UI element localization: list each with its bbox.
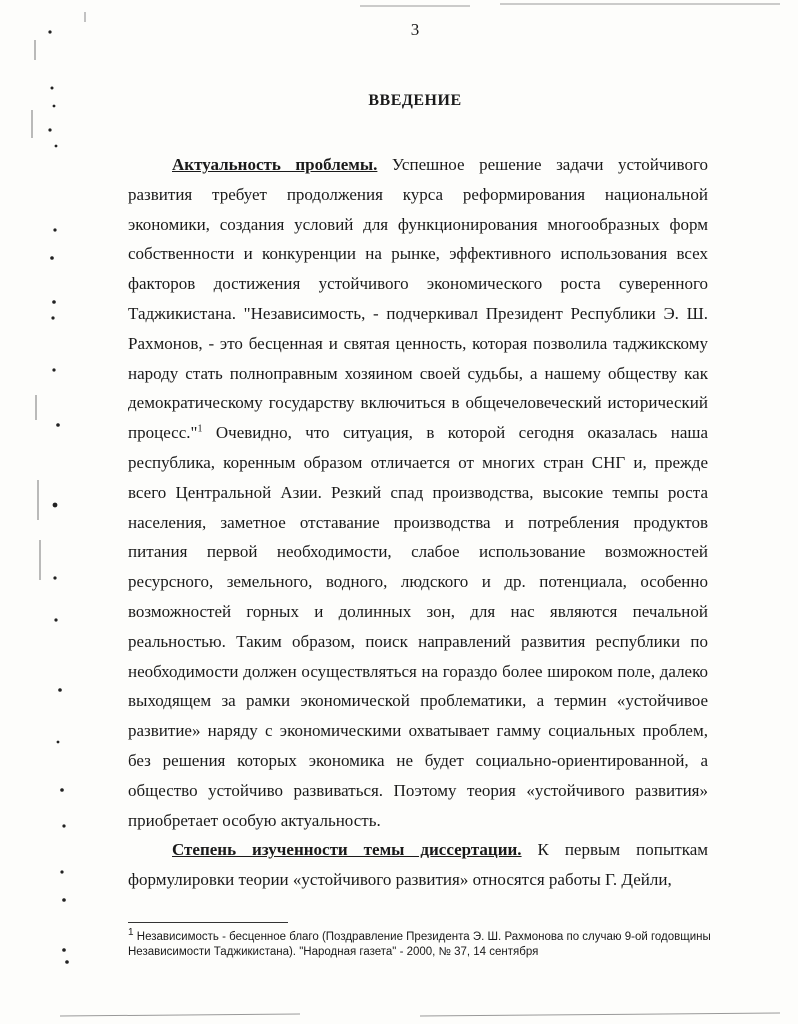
paragraph-study-degree: [128, 835, 708, 895]
paragraph-text: К первым попыткам формулировки теории «устойчивого развития» относятся работы Г. Дейли,: [128, 840, 708, 890]
page-number: 3: [410, 20, 420, 39]
binding-dots: [48, 30, 68, 963]
paragraph-lead-study-degree: Степень изученности темы диссертации.: [172, 840, 522, 860]
footnote-divider: [128, 922, 288, 923]
scan-bottom-line: [60, 1014, 300, 1016]
footnote-marker: 1: [128, 927, 134, 939]
paragraph-text: Очевидно, что ситуация, в которой сегодня оказалась наша республика, коренным образом отличается от многих стран СНГ и, прежде всего Центральной Азии. Резкий спад производства, высокие темпы роста населения, заметное отставание производства и потребления продуктов питания первой необходимости, слабое использование возможностей ресурсного, земельного, водного, людского и др. потенциала, особенно возможностей горных и долинных зон, для нас являются печальной реальностью. Таким образом, поиск направлений развития республики по необходимости должен осуществляться на гораздо более широком поле, далеко выходящем за рамки экономической проблематики, а термин «устойчивое развитие» наряду с экономическими охватывает гамму социальных проблем, без решения которых экономика не будет социально-ориентированной, а общество устойчиво развиваться. Поэтому теория «устойчивого развития» приобретает особую актуальность.: [128, 423, 708, 830]
footnote-text: Независимость - бесценное благо (Поздравление Президента Э. Ш. Рахмонова по случаю 9-ой годовщины Независимости Таджикистана). "Народная газета" - 2000, № 37, 14 сентября: [128, 931, 711, 958]
paragraph-lead-relevance: Актуальность проблемы.: [172, 155, 378, 174]
binding-marks: [32, 40, 40, 580]
section-heading: ВВЕДЕНИЕ: [368, 92, 462, 109]
body-text: [128, 150, 708, 895]
paragraph-relevance: [128, 150, 708, 835]
footnote: [128, 927, 718, 960]
footnote-reference: 1: [197, 423, 203, 435]
scan-bottom-line: [420, 1013, 780, 1016]
paragraph-text: Успешное решение задачи устойчивого развития требует продолжения курса реформирования национальной экономики, создания условий для функционирования многообразных форм собственности и конкуренции на рынке, эффективного использования всех факторов достижения устойчивого экономического роста суверенного Таджикистана. "Независимость, - подчеркивал Президент Республики Э. Ш. Рахмонов, - это бесценная и святая ценность, которая позволила таджикскому народу стать полноправным хозяином своей судьбы, а нашему обществу как демократическому государству включиться в общечеловеческий исторический процесс.": [128, 155, 708, 443]
